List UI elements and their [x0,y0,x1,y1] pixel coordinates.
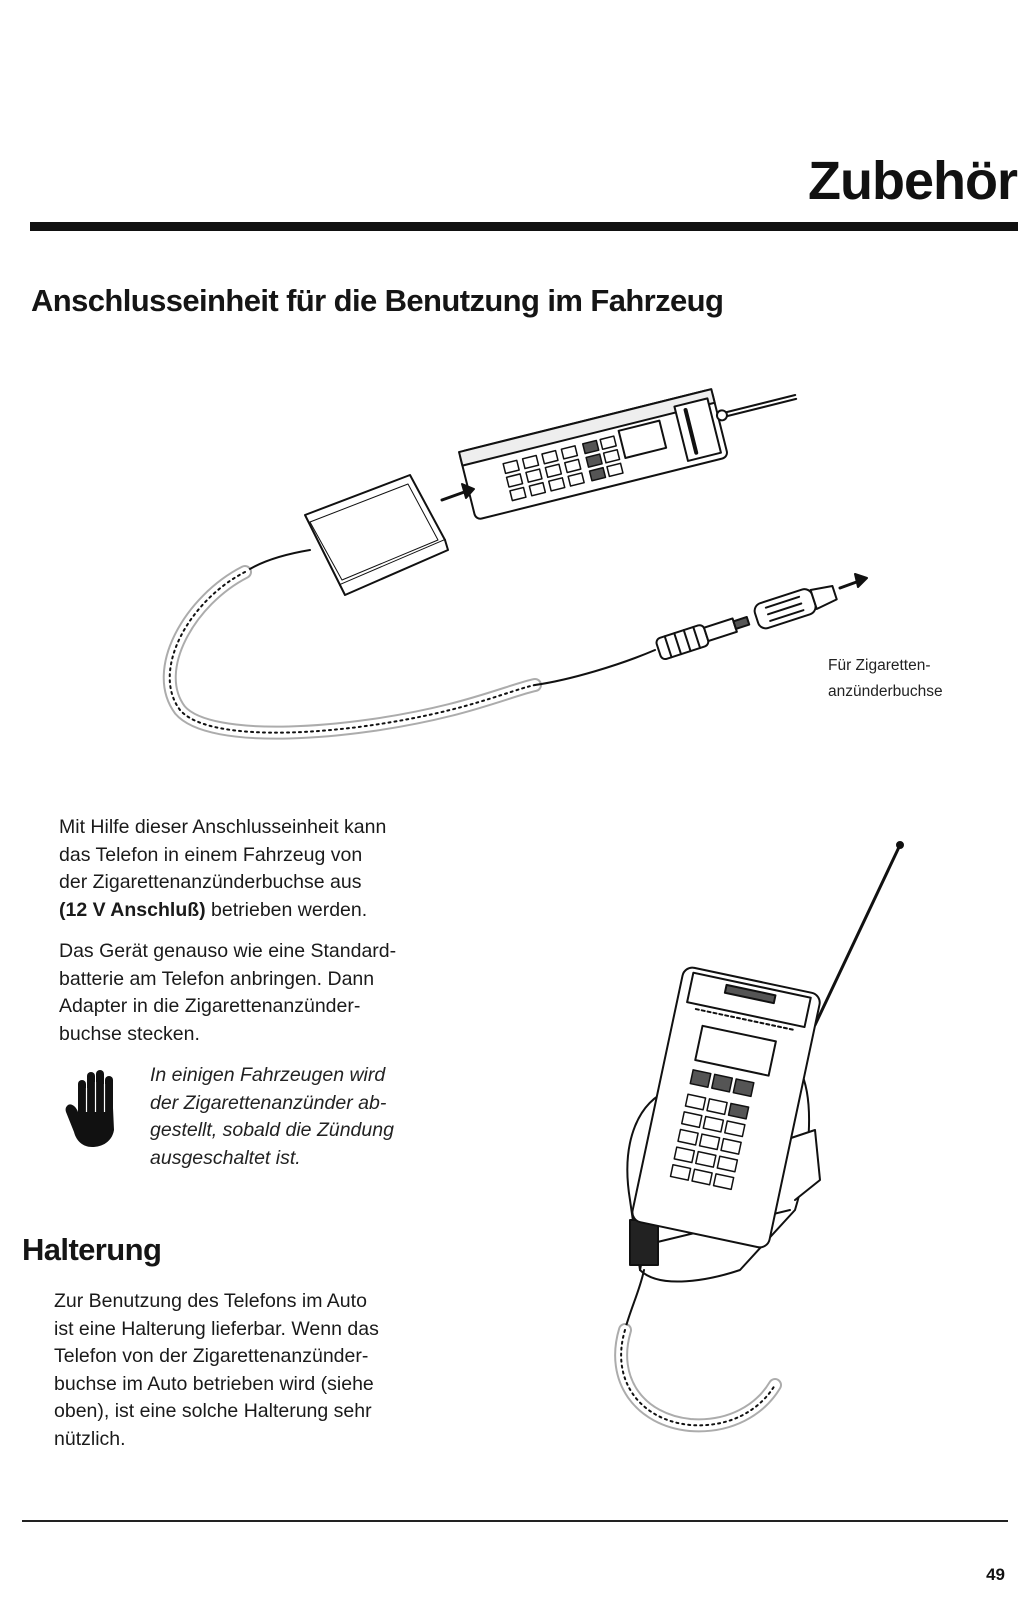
text-line: batterie am Telefon anbringen. Dann [59,967,375,990]
text-line: Mit Hilfe dieser Anschlusseinheit kann [59,816,387,838]
note-line: gestellt, sobald die Zündung [150,1119,394,1141]
note-line: ausgeschaltet ist. [150,1146,301,1169]
page-number: 49 [986,1565,1005,1584]
footer-rule [22,1520,1008,1522]
phone-holder-illustration [600,840,930,1470]
halterung-paragraph [54,1288,484,1453]
adapter-caption-line: Für Zigaretten- [828,657,931,674]
car-adapter-illustration [150,350,970,770]
text-line: das Telefon in einem Fahrzeug von [59,843,363,866]
note-line: der Zigarettenanzünder ab- [150,1091,387,1114]
adapter-caption-line: anzünderbuchse [828,683,943,700]
text-line: buchse im Auto betrieben wird (siehe [54,1372,374,1395]
text-line: buchse stecken. [59,1022,200,1045]
battery-adapter-illustration [305,475,448,595]
instruction-paragraph [59,938,499,1048]
adapter-caption [828,653,943,705]
text-fragment: betrieben werden. [205,898,368,921]
plug-illustration [655,580,839,662]
phone-illustration [459,370,806,520]
subheading-halterung: Halterung [22,1232,162,1267]
header-rule [30,222,1018,231]
text-line [59,897,499,925]
note-line: In einigen Fahrzeugen wird [150,1064,386,1086]
note-text [150,1062,480,1172]
text-line: oben), ist eine solche Halterung sehr [54,1400,372,1422]
antenna [815,845,900,1025]
text-line: der Zigarettenanzünderbuchse aus [59,871,362,893]
text-line: Adapter in die Zigarettenanzünder- [59,995,361,1017]
chapter-title: Zubehör [808,151,1017,211]
section-heading: Anschlusseinheit für die Benutzung im Fahrzeug [31,283,724,318]
text-line: Das Gerät genauso wie eine Standard- [59,940,397,962]
text-line: ist eine Halterung lieferbar. Wenn das [54,1317,379,1340]
hand-icon [64,1068,122,1148]
voltage-emphasis: (12 V Anschluß) [59,898,206,921]
intro-paragraph [59,814,499,924]
text-line: Telefon von der Zigarettenanzünder- [54,1345,369,1367]
text-line: nützlich. [54,1427,126,1450]
text-line: Zur Benutzung des Telefons im Auto [54,1290,367,1312]
